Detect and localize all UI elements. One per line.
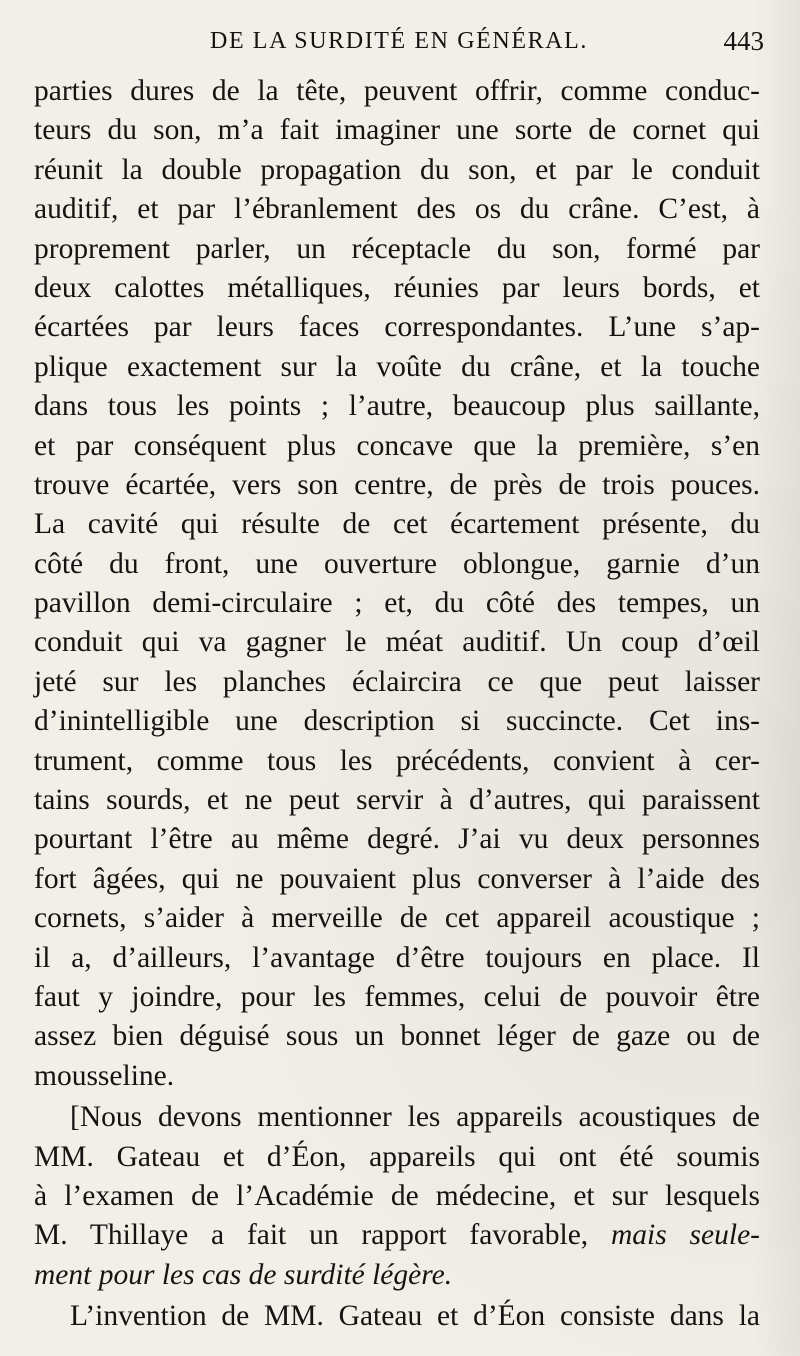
text-line: MM. Gateau et d’Éon, appareils qui ont été soumis — [34, 1140, 760, 1173]
text-line: fort âgées, qui ne pouvaient plus converser à l’aide des — [34, 862, 760, 895]
text-line: côté du front, une ouverture oblongue, garnie d’un — [34, 547, 760, 580]
text-line: et par conséquent plus concave que la première, s’en — [34, 429, 760, 462]
text-line: La cavité qui résulte de cet écartement présente, du — [34, 508, 760, 541]
text-line: d’inintelligible une description si succincte. Cet ins- — [34, 705, 760, 738]
page-number: 443 — [723, 26, 764, 56]
text-line: écartées par leurs faces correspondantes. L’une s’ap- — [34, 311, 760, 344]
roman-fragment: M. Thillaye a fait un rapport favorable, — [34, 1219, 589, 1252]
text-line — [34, 1256, 760, 1295]
text-line: il a, d’ailleurs, l’avantage d’être toujours en place. Il — [34, 941, 760, 974]
page-header — [34, 22, 764, 62]
text-line-mixed — [34, 1216, 760, 1255]
text-line: tains sourds, et ne peut servir à d’autres, qui paraissent — [34, 784, 760, 817]
text-line: jeté sur les planches éclaircira ce que peut laisser — [34, 665, 760, 698]
italic-fragment: ment pour les cas de surdité légère. — [34, 1258, 453, 1291]
italic-fragment: mais seule- — [611, 1219, 760, 1252]
text-line: trouve écartée, vers son centre, de près de trois pouces. — [34, 468, 760, 501]
text-line: dans tous les points ; l’autre, beaucoup plus saillante, — [34, 390, 760, 423]
text-line: [Nous devons mentionner les appareils acoustiques de — [70, 1101, 760, 1134]
text-line: plique exactement sur la voûte du crâne, et la touche — [34, 350, 760, 383]
text-line: assez bien déguisé sous un bonnet léger de gaze ou de — [34, 1020, 760, 1053]
text-line: parties dures de la tête, peuvent offrir, comme conduc- — [34, 75, 760, 107]
text-line: pourtant l’être au même degré. J’ai vu deux personnes — [34, 823, 760, 856]
text-line: teurs du son, m’a fait imaginer une sorte de cornet qui — [34, 114, 760, 147]
text-line: deux calottes métalliques, réunies par leurs bords, et — [34, 271, 760, 304]
text-line: à l’examen de l’Académie de médecine, et sur lesquels — [34, 1179, 760, 1212]
text-line: réunit la double propagation du son, et par le conduit — [34, 153, 760, 186]
body-text — [34, 72, 760, 1337]
text-line: mousseline. — [34, 1059, 175, 1092]
text-line: L’invention de MM. Gateau et d’Éon consiste dans la — [70, 1300, 760, 1333]
text-line: faut y joindre, pour les femmes, celui de pouvoir être — [34, 980, 760, 1013]
text-line: pavillon demi-circulaire ; et, du côté des tempes, un — [34, 587, 760, 620]
text-line: trument, comme tous les précédents, convient à cer- — [34, 744, 760, 777]
text-line: auditif, et par l’ébranlement des os du crâne. C’est, à — [34, 193, 760, 226]
running-head: DE LA SURDITÉ EN GÉNÉRAL. — [210, 28, 588, 54]
text-line: conduit qui va gagner le méat auditif. Un coup d’œil — [34, 626, 760, 659]
text-line: cornets, s’aider à merveille de cet appareil acoustique ; — [34, 902, 760, 935]
text-line: proprement parler, un réceptacle du son, formé par — [34, 232, 760, 265]
